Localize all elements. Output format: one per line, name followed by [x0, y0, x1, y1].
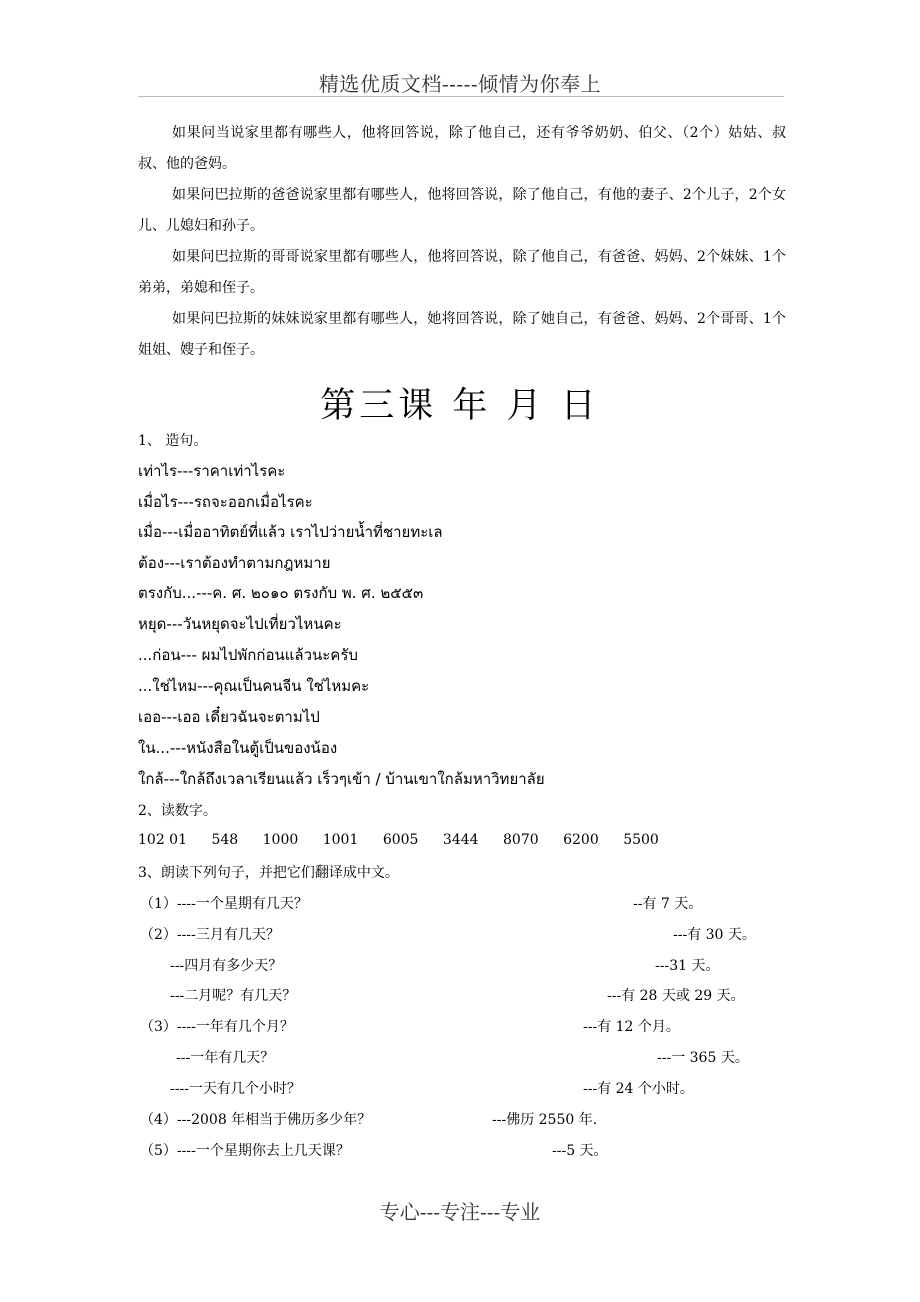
answer-text: --有 7 天。 — [633, 896, 703, 912]
section1-heading: 1、 造句。 — [138, 433, 208, 449]
section3-heading: 3、朗读下列句子，并把它们翻译成中文。 — [138, 865, 399, 881]
sentence-item: ต้อง---เราต้องทำตามกฎหมาย — [138, 554, 331, 572]
number-item: 548 — [211, 832, 239, 848]
page-footer: 专心---专注---专业 — [379, 1200, 541, 1224]
page-header: 精选优质文档-----倾情为你奉上 — [318, 72, 602, 96]
number-list — [138, 832, 679, 848]
sentence-item: หยุด---วันหยุดจะไปเที่ยวไหนคะ — [138, 615, 342, 633]
question-text: ----一天有几个小时？ — [170, 1081, 301, 1097]
answer-text: ---有 24 个小时。 — [583, 1081, 694, 1097]
question-text: ---二月呢？有几天？ — [170, 988, 297, 1004]
answer-text: ---有 30 天。 — [673, 927, 756, 943]
sentence-item: ใกล้---ใกล้ถึงเวลาเรียนแล้ว เร็วๆเข้า / บ้านเขาใกล้มหาวิทยาลัย — [138, 770, 545, 788]
answer-text: ---有 28 天或 29 天。 — [607, 988, 745, 1004]
number-item: 102 01 — [138, 832, 187, 848]
sentence-item: ตรงกับ...---ค. ศ. ๒๐๑๐ ตรงกับ พ. ศ. ๒๕๕๓ — [138, 584, 424, 602]
answer-text: ---5 天。 — [552, 1143, 608, 1159]
sentence-item: ...ก่อน--- ผมไปพักก่อนแล้วนะครับ — [138, 646, 358, 664]
number-item: 8070 — [503, 832, 539, 848]
sentence-item: เมื่อไร---รถจะออกเมื่อไรคะ — [138, 493, 313, 511]
question-text: （3）----一年有几个月？ — [140, 1019, 294, 1035]
number-item: 3444 — [442, 832, 479, 848]
section2-heading: 2、读数字。 — [138, 803, 217, 819]
sentence-item: ใน...---หนังสือในตู้เป็นของน้อง — [138, 739, 338, 757]
sentence-item: เมื่อ---เมื่ออาทิตย์ที่แล้ว เราไปว่ายน้ำที่ชายทะเล — [138, 523, 443, 541]
lesson-title: 第三课 年 月 日 — [320, 386, 600, 426]
sentence-item: เท่าไร---ราคาเท่าไรคะ — [138, 462, 286, 480]
paragraph: 如果问巴拉斯的哥哥说家里都有哪些人，他将回答说，除了他自己，有爸爸、妈妈、2个妹妹、1个弟弟，弟媳和侄子。 — [138, 249, 786, 296]
question-text: ---四月有多少天？ — [170, 958, 283, 974]
number-item: 1000 — [262, 832, 299, 848]
number-item: 6200 — [563, 832, 599, 848]
header-divider — [138, 96, 784, 97]
question-text: （1）----一个星期有几天？ — [140, 896, 308, 912]
sentence-item: ...ใช่ไหม---คุณเป็นคนจีน ใช่ไหมคะ — [138, 677, 370, 695]
sentence-item: เออ---เออ เดี๋ยวฉันจะตามไป — [138, 708, 320, 726]
paragraph: 如果问巴拉斯的妹妹说家里都有哪些人，她将回答说，除了她自己，有爸爸、妈妈、2个哥哥、1个姐姐、嫂子和侄子。 — [138, 311, 786, 358]
paragraph: 如果问巴拉斯的爸爸说家里都有哪些人，他将回答说，除了他自己，有他的妻子、2个儿子，2个女儿、儿媳妇和孙子。 — [138, 187, 786, 234]
paragraph: 如果问当说家里都有哪些人，他将回答说，除了他自己，还有爷爷奶奶、伯父、（2个）姑姑、叔叔、他的爸妈。 — [138, 125, 786, 172]
answer-text: ---有 12 个月。 — [583, 1019, 680, 1035]
number-item: 6005 — [382, 832, 419, 848]
number-item: 5500 — [623, 832, 659, 848]
family-paragraphs — [138, 118, 786, 366]
answer-text: ---31 天。 — [655, 958, 720, 974]
question-text: ---一年有几天？ — [176, 1050, 275, 1066]
question-text: （2）----三月有几天？ — [140, 927, 280, 943]
answer-text: ---一 365 天。 — [657, 1050, 749, 1066]
question-text: （4）---2008 年相当于佛历多少年？ — [140, 1112, 372, 1128]
question-text: （5）----一个星期你去上几天课？ — [140, 1143, 350, 1159]
answer-text: ---佛历 2550 年. — [492, 1112, 598, 1128]
number-item: 1001 — [322, 832, 359, 848]
